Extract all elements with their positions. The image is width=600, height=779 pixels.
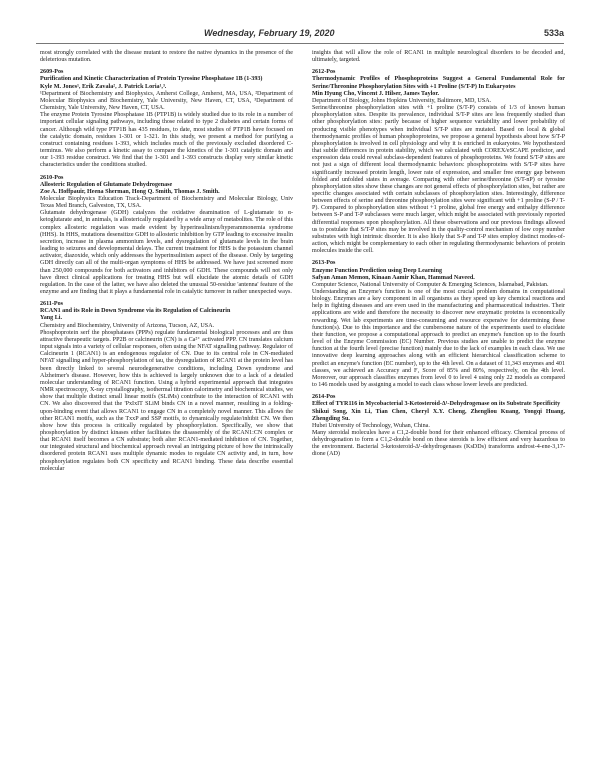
abstract-body: Serine/threonine phosphorylation sites with +1 proline (S/T-P) consists of 1/3 of known human phosphorylation sites. Despite its prevalence, individual S/T-P sites are less frequently studied than other phosphorylation sites: partly because of higher sequence variability and lower probability of producing visible phenotypes when individual S/T-P sites are mutated. Based on local & global thermodynamic profiles of human phosphoproteins, we propose a general hypothesis about how S/T-P phosphorylation is involved in cell physiology and why it is enriched in eukaryotes. We hypothesized that subtle differences in protein stability, which we calculated with COREX/eSCAPE predictor, and expression data could reveal subclass-dependent features of phosphoproteins. We found S/T-P sites are not just a sign of different local thermodynamic behaviors: phosphoproteins with S/T-P sites have significantly increased protein length, lower rate of expression, and smaller free energy gap between folded and unfolded states in average. Comparing with other serine/threonine (S/T-nP) or tyrosine phosphorylation sites show these changes are not general effects of phosphorylation sites, but rather are specific changes associated with certain subclasses of phosphorylation sites. Interestingly, difference between effects of serine and threonine phosphorylation sites were significant with +1 proline (S-P / T-P). Compared to phosphorylation sites without +1 proline, global free energy and enthalpy difference between S-P and T-P subclasses were much larger, which might be associated with previously reported differential responses upon phosphorylation. All these observations and our previous findings allowed us to postulate that S/T-P sites may be involved in the quality-control mechanism of low copy number substrates with high intrinsic disorder. It is also likely that S-P and T-P sites employ distinct modes-of-action, which might be complementary to each other in regulating thermodynamic behaviors of protein molecules inside the cell.	[312, 105, 565, 255]
right-column	[312, 50, 565, 459]
abstract-affiliation: Hubei University of Technology, Wuhan, China.	[312, 422, 430, 429]
abstract-body: Many steroidal molecules have a C1,2-double bond for their enhanced efficacy. Chemical process of dehydrogenation to form a C1,2-double bond on these steroids is low efficient and very hazardous to the environment. Bacterial 3-ketosteroid-Δ¹-dehydrogenases (KsDDs) transforms androst-4-ene-3,17-dione (AD)	[312, 429, 565, 458]
abstract-number: 2614-Pos	[312, 394, 336, 401]
abstract-authors: Kyle M. Jones¹, Erik Zavala², J. Patrick Loria¹,³.	[40, 83, 167, 90]
abstract-title: Thermodynamic Profiles of Phosphoproteins Suggest a General Fundamental Role for Serine/Threonine Phosphorylation Sites with +1 Proline (S/T-P) In Eukaryotes	[312, 76, 565, 90]
abstract-authors: Safyan Aman Memon, Kinaan Aamir Khan, Hammad Naveed.	[312, 274, 475, 281]
abstract-affiliation: Molecular Biophysics Education Track-Department of Biochemistry and Molecular Biology, Univ Texas Med Branch, Galveston, TX, USA.	[40, 195, 293, 210]
left-column	[40, 50, 293, 473]
abstract-number: 2611-Pos	[40, 301, 64, 308]
abstract-authors: Shikui Song, Xin Li, Tian Chen, Cheryl X.Y. Cheng, Zhengliou Kuang, Yongqi Huang, Zhengding Su.	[312, 408, 565, 422]
page-number: 533a	[543, 28, 564, 38]
abstract-body: Phosphoprotein serf the phosphatases (PPPs) regulate fundamental biological processes and are thus attractive therapeutic targets. PP2B or calcineurin (CN) is a Ca²⁺ activated PPP. CN translates calcium input signals into a variety of cellular responses, often using the NFAT signalling pathway. Regulator of Calcineurin 1 (RCAN1) is an endogenous regulator of CN. Due to its central role in CN-mediated NFAT signalling and hyper-phosphorylation of tau, the dysregulation of RCAN1 at the protein level has been directly linked to several neurodegenerative conditions, including Down syndrome and Alzheimer's disease. However, how this is achieved is largely unknown due to a lack of a detailed molecular understanding of RCAN1 function. Using a hybrid experimental approach that integrates NMR spectroscopy, X-ray crystallography, isothermal titration calorimetry and biochemical studies, we show that multiple distinct small linear motifs (SLiMs) contribute to the interaction of RCAN1 with CN. We also discovered that the 'PxIxIT SLiM binds CN in a novel manner, resulting in a folding-upon-binding event that allows RCAN1 to engage CN in a completely novel manner. This allows the other RCAN1 motifs, such as the TxxP and SSP motifs, to dynamically regulate/inhibit CN. We then show how this process is critically regulated by phosphorylation. Specifically, we show that phosphorylation by distinct kinases either facilitates the disassembly of the RCAN1:CN complex or that RCAN1 itself becomes a CN substrate; both alter RCAN1-mediated inhibition of CN. Together, our integrated structural and biochemical approach reveal an intriguing picture of how the intrinsically disordered protein RCAN1 uses multiple dynamic modes to regulate CN activity and, in turn, how phosphorylation regulates both CN specificity and RCAN1 binding. These data describe essential molecular	[40, 329, 294, 472]
abstract-body: Glutamate dehydrogenase (GDH) catalyzes the oxidative deamination of L-glutamate to α-ketoglutarate and, in animals, is allosterically regulated by a wide array of metabolites. The role of this complex allosteric regulation was made evident by hyperinsulinism/hyperammonemia syndrome (HHS). In HHS, mutations desensitize GDH to allosteric inhibition by GTP leading to excessive insulin secretion, increase in plasma ammonium levels, and dysregulation of glutamate levels in the brain leading to seizures and developmental delays. The current treatment for HHS is the potassium channel activator, diazoxide, which only addresses the hyperinsulinism aspect of the disease. Only by targeting GDH directly can all of the multi-organ symptoms of HHS be addressed. We have just screened more than 250,000 compounds for both activators and inhibitors of GDH. These compounds will not only have direct clinical applications for treating HHS but will elucidate the atomic details of GDH regulation. In the case of the latter, we have also deleted the unusual 50-residue 'antenna' feature of the enzyme and are finding that it plays a fundamental role in catalytic turnover in rather unexpected ways.	[40, 210, 293, 295]
abstract-body: most strongly correlated with the disease mutant to restore the native dynamics in the presence of the deleterious mutation.	[40, 50, 293, 64]
running-header	[36, 28, 564, 44]
abstract	[312, 394, 565, 458]
abstract-body: Understanding an Enzyme's function is one of the most crucial problem domains in computational biology. Enzymes are a key component in all organisms as they speed up key chemical reactions and help in fighting diseases and are even used in the manufacturing and pharmaceutical industries. Their applications are wide and therefore the necessity to discover new enzymatic proteins is economically rewarding. Wet lab experiments are time-consuming and resource expensive for determining these function(s). Due to this importance and the cumbersome nature of the experiments used to elucidate their function, we propose a computational approach to predict an enzyme's function up to the fourth level of the Enzyme Commission (EC) Number. Previous studies are unable to predict the enzyme function at the fourth level (precise function) mainly due to the lack of examples in each class. We use innovative deep learning approaches along with an efficient hierarchical classification scheme to predict an enzyme's function (EC number), up to the 4th level. On a dataset of 11,343 enzymes and 401 classes, we achieved an Accuracy and F₁ Score of 85% and 80%, respectively, on the 4th level. Moreover, our approach classifies enzymes from level 0 to level 4 using only 22 models as compared to 146 models used by assigning a model to each class whose lower levels are predicted.	[312, 289, 565, 389]
abstract-affiliation: ¹Department of Biochemistry and Biophysics, Amherst College, Amherst, MA, USA, ²Department of Molecular Biophysics and Biochemistry, Yale University, New Haven, CT, USA, ³Department of Chemistry, Yale University, New Haven, CT, USA.	[40, 90, 293, 112]
abstract-number: 2613-Pos	[312, 260, 336, 267]
abstract-authors: Yang Li.	[40, 315, 63, 322]
abstract-title: Allosteric Regulation of Glutamate Dehydrogenase	[40, 181, 173, 188]
abstract-number: 2610-Pos	[40, 174, 64, 181]
abstract-affiliation: Chemistry and Biochemistry, University of Arizona, Tucson, AZ, USA.	[40, 322, 215, 329]
abstract-title: Enzyme Function Prediction using Deep Learning	[312, 267, 443, 274]
abstract-number: 2612-Pos	[312, 69, 336, 76]
abstract-title: Purification and Kinetic Characterization of Protein Tyrosine Phosphatase 1B (1-393)	[40, 76, 263, 83]
header-rule	[36, 43, 564, 44]
abstract-body: The enzyme Protein Tyrosine Phosphatase 1B (PTP1B) is widely studied due to its role in a number of important cellular signaling pathways, including those related to type 2 diabetes and certain forms of cancer. Although wild type PTP1B has 435 residues, to date, most studies of PTP1B have focused on the catalytic domain, residues 1-301 or 1-321. In this study, we present a method for purifying a construct containing residues 1-393, which includes much of the previously excluded disordered C-terminus. We also perform a kinetic assay to compare the kinetics of the 1-301 catalytic domain and our 1-393 residue construct. We find that the 1-301 and 1-393 constructs display very similar kinetic characteristics under the conditions studied.	[40, 112, 293, 169]
abstract-affiliation: Computer Science, National University of Computer & Emerging Sciences, Islamabad, Pakistan.	[312, 281, 549, 288]
abstract	[312, 69, 565, 255]
abstract-continuation	[40, 50, 293, 64]
abstract-authors: Min Hyung Cho, Vincent J. Hilser, James Taylor.	[312, 90, 440, 97]
abstract-title: RCAN1 and its Role in Down Syndrome via its Regulation of Calcineurin	[40, 308, 231, 315]
abstract-title: Effect of TYR116 in Mycobacterial 3-Ketosteroid-Δ¹-Dehydrogenase on its Substrate Specificity	[312, 401, 561, 408]
abstract	[40, 175, 293, 297]
issue-date: Wednesday, February 19, 2020	[204, 28, 335, 38]
abstract-continuation	[312, 50, 565, 64]
abstract	[40, 301, 293, 473]
abstract	[312, 260, 565, 389]
abstract-affiliation: Department of Biology, Johns Hopkins University, Baltimore, MD, USA.	[312, 97, 492, 104]
abstract-body: insights that will allow the role of RCAN1 in multiple neurological disorders to be decoded and, ultimately, targeted.	[312, 50, 565, 64]
abstract-authors: Zoe A. Hoffpauir, Heena Sherman, Hong Q. Smith, Thomas J. Smith.	[40, 188, 220, 195]
abstract	[40, 69, 293, 169]
abstract-number: 2609-Pos	[40, 69, 64, 76]
